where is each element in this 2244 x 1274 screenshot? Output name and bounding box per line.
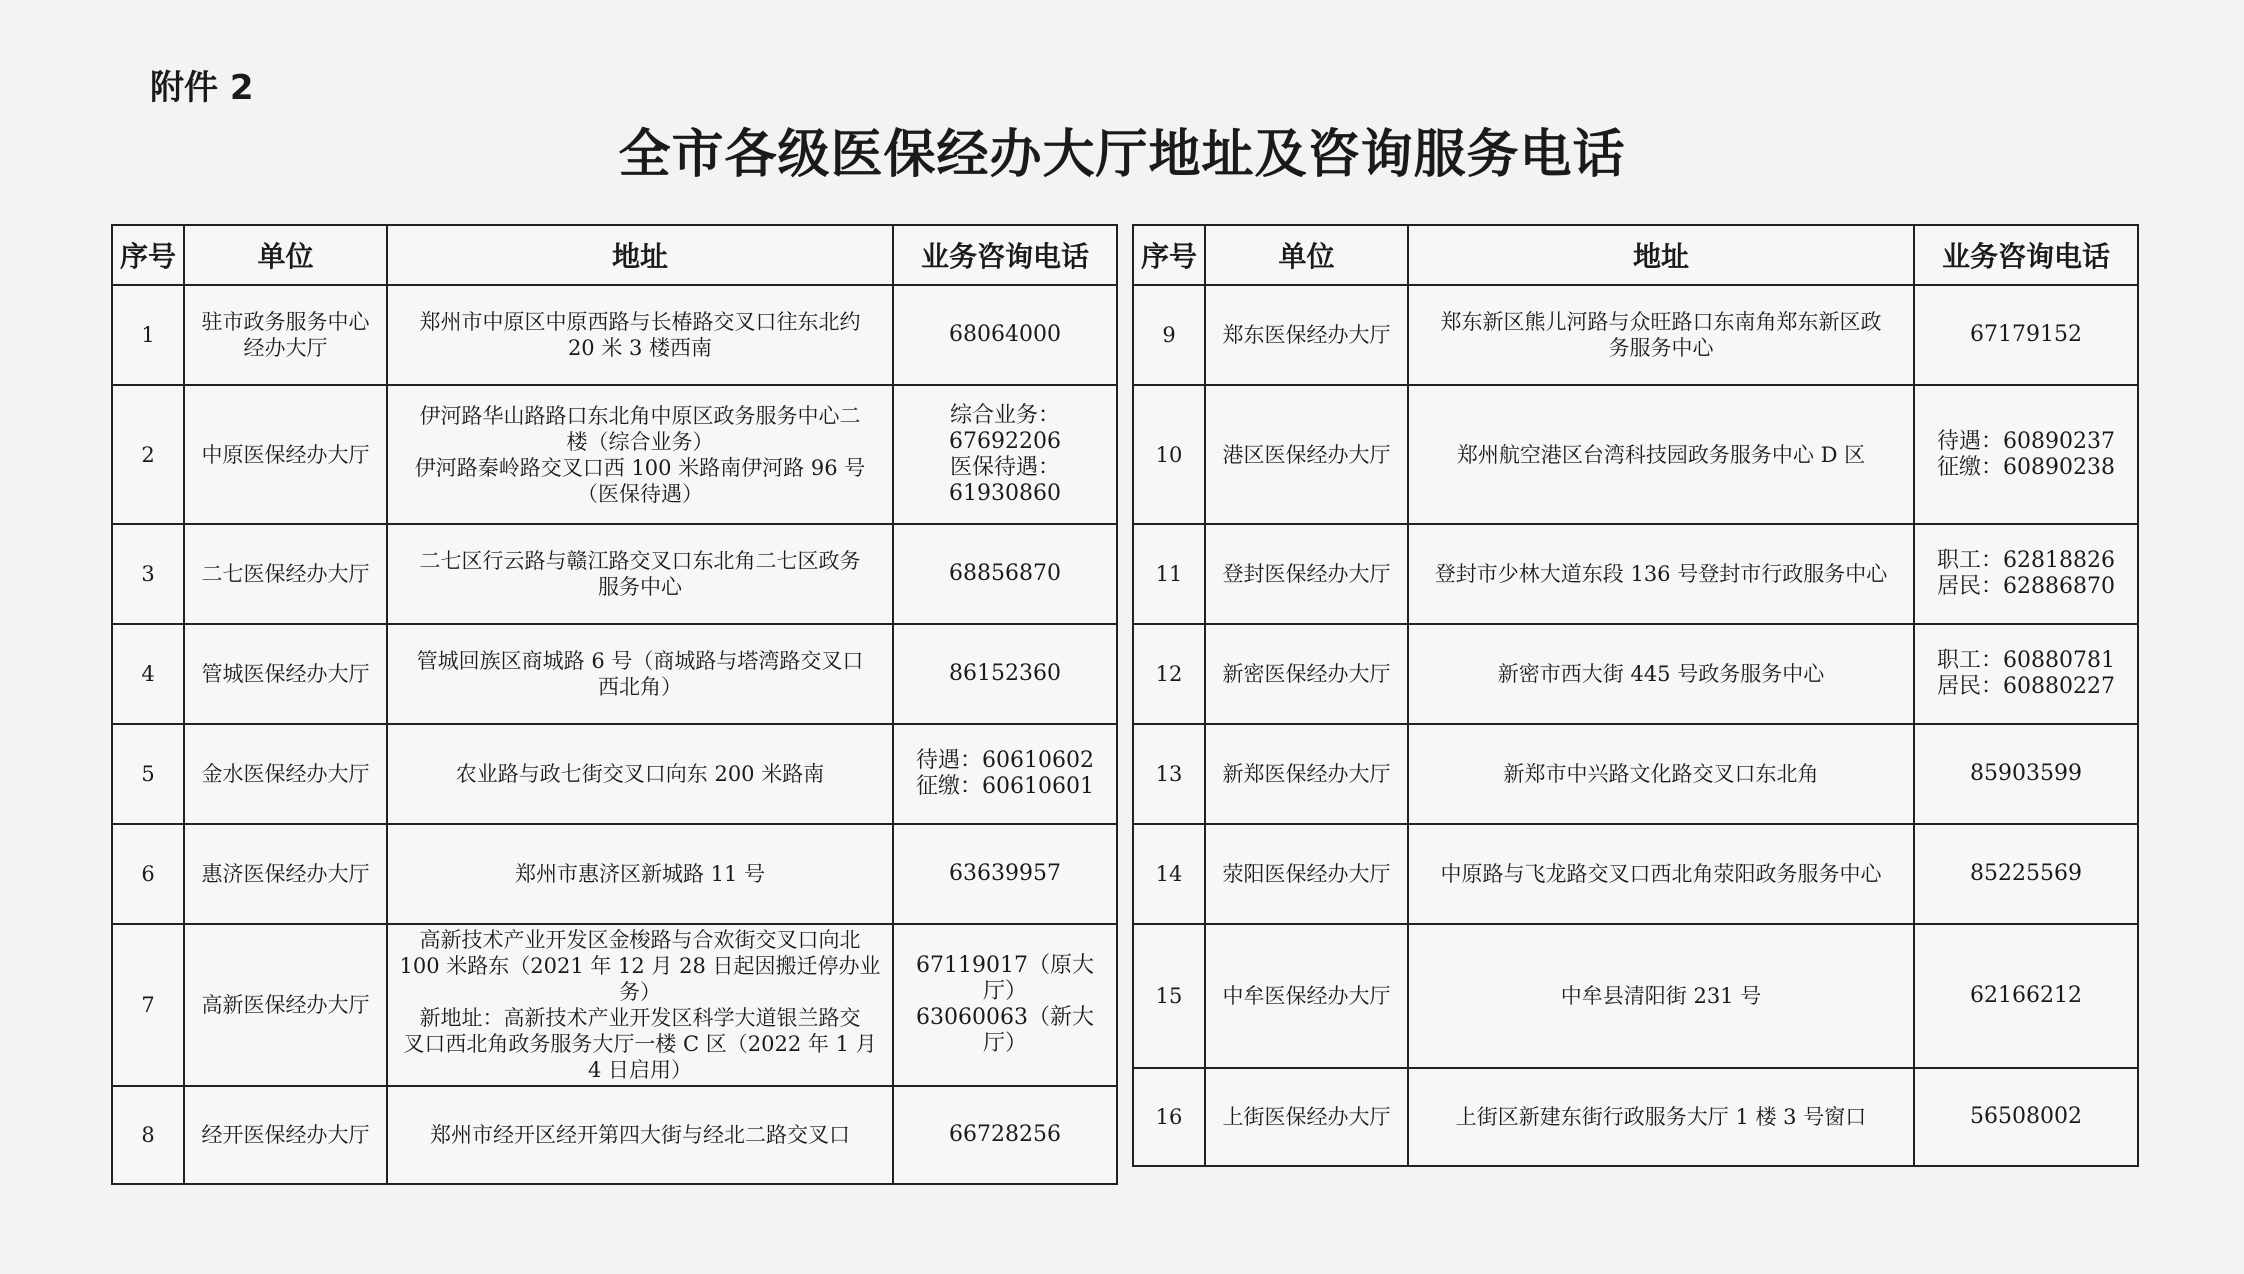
cell-address xyxy=(1408,724,1914,824)
header-unit: 单位 xyxy=(184,225,387,285)
cell-address-line: 西北角） xyxy=(598,675,682,699)
cell-unit xyxy=(1205,924,1408,1068)
cell-phone-line: 综合业务：67692206 xyxy=(949,402,1061,454)
cell-unit xyxy=(1205,285,1408,385)
header-address: 地址 xyxy=(387,225,893,285)
cell-phone xyxy=(893,285,1117,385)
cell-address xyxy=(1408,524,1914,624)
cell-address-line: 新郑市中兴路文化路交叉口东北角 xyxy=(1503,762,1819,786)
cell-unit xyxy=(184,824,387,924)
cell-idx: 12 xyxy=(1133,624,1205,724)
cell-unit xyxy=(184,385,387,524)
table-header-row xyxy=(112,225,1117,285)
cell-idx: 16 xyxy=(1133,1068,1205,1166)
cell-idx: 13 xyxy=(1133,724,1205,824)
cell-idx: 9 xyxy=(1133,285,1205,385)
cell-address xyxy=(387,924,893,1086)
cell-address-line: 务服务中心 xyxy=(1608,336,1714,360)
cell-phone-line: 67119017（原大厅） xyxy=(916,953,1094,1004)
cell-phone xyxy=(1914,724,2138,824)
cell-address-line: 伊河路秦岭路交叉口西 100 米路南伊河路 96 号 xyxy=(414,455,866,480)
cell-phone xyxy=(893,624,1117,724)
cell-phone xyxy=(893,924,1117,1086)
cell-phone xyxy=(1914,524,2138,624)
cell-phone-line: 62166212 xyxy=(1970,983,2082,1008)
cell-address-line: 新地址：高新技术产业开发区科学大道银兰路交 xyxy=(419,1006,861,1030)
cell-address-line: 登封市少林大道东段 136 号登封市行政服务中心 xyxy=(1434,562,1888,586)
header-unit: 单位 xyxy=(1205,225,1408,285)
cell-idx: 7 xyxy=(112,924,184,1086)
cell-address xyxy=(387,624,893,724)
cell-phone xyxy=(1914,385,2138,524)
cell-phone xyxy=(893,824,1117,924)
cell-unit xyxy=(1205,385,1408,524)
cell-address-line: 郑州市经开区经开第四大街与经北二路交叉口 xyxy=(430,1123,850,1147)
table-row xyxy=(112,824,1117,924)
cell-address-line: 中原路与飞龙路交叉口西北角荥阳政务服务中心 xyxy=(1440,862,1882,886)
cell-address-line: 20 米 3 楼西南 xyxy=(567,336,713,360)
cell-address-line: 郑东新区熊儿河路与众旺路口东南角郑东新区政 xyxy=(1440,310,1882,334)
cell-phone xyxy=(1914,285,2138,385)
cell-unit-line: 新郑医保经办大厅 xyxy=(1222,762,1391,786)
cell-unit-line: 港区医保经办大厅 xyxy=(1222,442,1391,467)
cell-address xyxy=(387,385,893,524)
cell-phone-line: 居民：62886870 xyxy=(1937,574,2115,599)
cell-address-line: 郑州航空港区台湾科技园政务服务中心 D 区 xyxy=(1456,442,1866,467)
cell-unit xyxy=(184,1086,387,1184)
cell-phone-line: 医保待遇：61930860 xyxy=(949,454,1061,506)
cell-address xyxy=(387,824,893,924)
cell-phone xyxy=(893,385,1117,524)
cell-address-line: （医保待遇） xyxy=(577,481,703,506)
cell-idx: 5 xyxy=(112,724,184,824)
cell-address xyxy=(387,285,893,385)
cell-address xyxy=(387,724,893,824)
cell-unit xyxy=(184,285,387,385)
cell-phone xyxy=(1914,924,2138,1068)
cell-address xyxy=(387,1086,893,1184)
cell-unit xyxy=(1205,624,1408,724)
cell-unit-line: 经办大厅 xyxy=(243,336,328,360)
cell-unit-line: 惠济医保经办大厅 xyxy=(201,862,370,886)
cell-address-line: 服务中心 xyxy=(598,575,682,599)
cell-idx: 15 xyxy=(1133,924,1205,1068)
cell-phone xyxy=(1914,624,2138,724)
page-title: 全市各级医保经办大厅地址及咨询服务电话 xyxy=(618,124,1626,185)
table-row xyxy=(112,724,1117,824)
cell-unit-line: 荥阳医保经办大厅 xyxy=(1222,862,1391,886)
cell-address-line: 管城回族区商城路 6 号（商城路与塔湾路交叉口 xyxy=(416,649,864,673)
cell-phone-line: 居民：60880227 xyxy=(1937,674,2115,699)
cell-unit-line: 新密医保经办大厅 xyxy=(1222,662,1391,686)
cell-idx: 2 xyxy=(112,385,184,524)
cell-unit xyxy=(184,924,387,1086)
table-row xyxy=(112,385,1117,524)
cell-address-line: 新密市西大街 445 号政务服务中心 xyxy=(1497,662,1825,686)
cell-phone xyxy=(893,724,1117,824)
cell-address xyxy=(1408,1068,1914,1166)
table-row xyxy=(1133,1068,2138,1166)
cell-phone-line: 63639957 xyxy=(949,861,1061,886)
cell-phone-line: 85225569 xyxy=(1970,861,2082,886)
header-idx: 序号 xyxy=(1133,225,1205,285)
cell-idx: 10 xyxy=(1133,385,1205,524)
cell-idx: 3 xyxy=(112,524,184,624)
cell-idx: 11 xyxy=(1133,524,1205,624)
cell-idx: 14 xyxy=(1133,824,1205,924)
table-row xyxy=(112,924,1117,1086)
cell-idx: 8 xyxy=(112,1086,184,1184)
attachment-label: 附件 2 xyxy=(150,68,254,108)
table-row xyxy=(1133,824,2138,924)
cell-phone-line: 66728256 xyxy=(949,1122,1061,1147)
cell-phone-line: 86152360 xyxy=(949,661,1061,686)
cell-address-line: 上街区新建东街行政服务大厅 1 楼 3 号窗口 xyxy=(1455,1105,1867,1129)
cell-phone-line: 职工：60880781 xyxy=(1937,648,2115,673)
cell-unit-line: 中原医保经办大厅 xyxy=(201,442,370,467)
cell-phone xyxy=(893,524,1117,624)
cell-address xyxy=(387,524,893,624)
table-row xyxy=(1133,285,2138,385)
cell-address-line: 农业路与政七街交叉口向东 200 米路南 xyxy=(455,762,825,786)
table-row xyxy=(1133,624,2138,724)
table-header-row xyxy=(1133,225,2138,285)
cell-address xyxy=(1408,924,1914,1068)
cell-phone-line: 68064000 xyxy=(949,322,1061,347)
office-table-right xyxy=(1132,224,2139,1167)
table-row xyxy=(1133,724,2138,824)
cell-unit xyxy=(184,724,387,824)
table-body-left xyxy=(112,285,1117,1184)
cell-address xyxy=(1408,385,1914,524)
cell-phone-line: 68856870 xyxy=(949,561,1061,586)
cell-phone-line: 85903599 xyxy=(1970,761,2082,786)
cell-unit xyxy=(184,624,387,724)
cell-address xyxy=(1408,624,1914,724)
cell-phone-line: 56508002 xyxy=(1970,1104,2082,1129)
cell-idx: 1 xyxy=(112,285,184,385)
cell-address-line: 4 日启用） xyxy=(587,1058,693,1082)
cell-idx: 4 xyxy=(112,624,184,724)
cell-phone-line: 待遇：60610602 xyxy=(916,748,1094,773)
cell-phone-line: 征缴：60890238 xyxy=(1937,454,2115,480)
cell-phone xyxy=(893,1086,1117,1184)
table-row xyxy=(1133,385,2138,524)
table-row xyxy=(112,285,1117,385)
cell-phone xyxy=(1914,1068,2138,1166)
header-phone: 业务咨询电话 xyxy=(1914,225,2138,285)
cell-unit xyxy=(1205,1068,1408,1166)
header-address: 地址 xyxy=(1408,225,1914,285)
cell-address-line: 伊河路华山路路口东北角中原区政务服务中心二 xyxy=(419,403,861,428)
cell-unit-line: 管城医保经办大厅 xyxy=(201,662,370,686)
cell-phone-line: 职工：62818826 xyxy=(1937,548,2115,573)
table-row xyxy=(112,1086,1117,1184)
table-row xyxy=(112,624,1117,724)
cell-address xyxy=(1408,285,1914,385)
cell-unit-line: 金水医保经办大厅 xyxy=(201,762,370,786)
header-idx: 序号 xyxy=(112,225,184,285)
cell-phone xyxy=(1914,824,2138,924)
cell-phone-line: 待遇：60890237 xyxy=(1937,428,2115,454)
cell-unit xyxy=(1205,724,1408,824)
cell-address-line: 二七区行云路与赣江路交叉口东北角二七区政务 xyxy=(419,549,861,573)
cell-unit xyxy=(1205,824,1408,924)
table-row xyxy=(1133,524,2138,624)
cell-address xyxy=(1408,824,1914,924)
cell-unit-line: 登封医保经办大厅 xyxy=(1222,562,1391,586)
cell-phone-line: 征缴：60610601 xyxy=(916,774,1094,799)
cell-unit-line: 经开医保经办大厅 xyxy=(201,1123,370,1147)
table-body-right xyxy=(1133,285,2138,1166)
office-table-left xyxy=(111,224,1118,1185)
cell-address-line: 高新技术产业开发区金梭路与合欢街交叉口向北 xyxy=(419,928,861,952)
header-phone: 业务咨询电话 xyxy=(893,225,1117,285)
cell-unit-line: 驻市政务服务中心 xyxy=(201,310,370,334)
cell-address-line: 叉口西北角政务服务大厅一楼 C 区（2022 年 1 月 xyxy=(403,1032,877,1056)
cell-address-line: 郑州市惠济区新城路 11 号 xyxy=(514,862,766,886)
cell-unit-line: 郑东医保经办大厅 xyxy=(1222,323,1391,347)
cell-idx: 6 xyxy=(112,824,184,924)
cell-unit-line: 高新医保经办大厅 xyxy=(201,993,370,1017)
table-row xyxy=(1133,924,2138,1068)
cell-phone-line: 67179152 xyxy=(1970,322,2082,347)
cell-unit-line: 中牟医保经办大厅 xyxy=(1222,984,1391,1008)
cell-address-line: 郑州市中原区中原西路与长椿路交叉口往东北约 xyxy=(419,310,861,334)
cell-unit xyxy=(1205,524,1408,624)
cell-phone-line: 63060063（新大厅） xyxy=(916,1005,1094,1056)
cell-address-line: 楼（综合业务） xyxy=(566,429,714,454)
cell-address-line: 中牟县清阳街 231 号 xyxy=(1560,984,1762,1008)
cell-address-line: 100 米路东（2021 年 12 月 28 日起因搬迁停办业务） xyxy=(399,954,881,1004)
table-row xyxy=(112,524,1117,624)
cell-unit-line: 上街医保经办大厅 xyxy=(1222,1105,1391,1129)
cell-unit xyxy=(184,524,387,624)
cell-unit-line: 二七医保经办大厅 xyxy=(201,562,370,586)
